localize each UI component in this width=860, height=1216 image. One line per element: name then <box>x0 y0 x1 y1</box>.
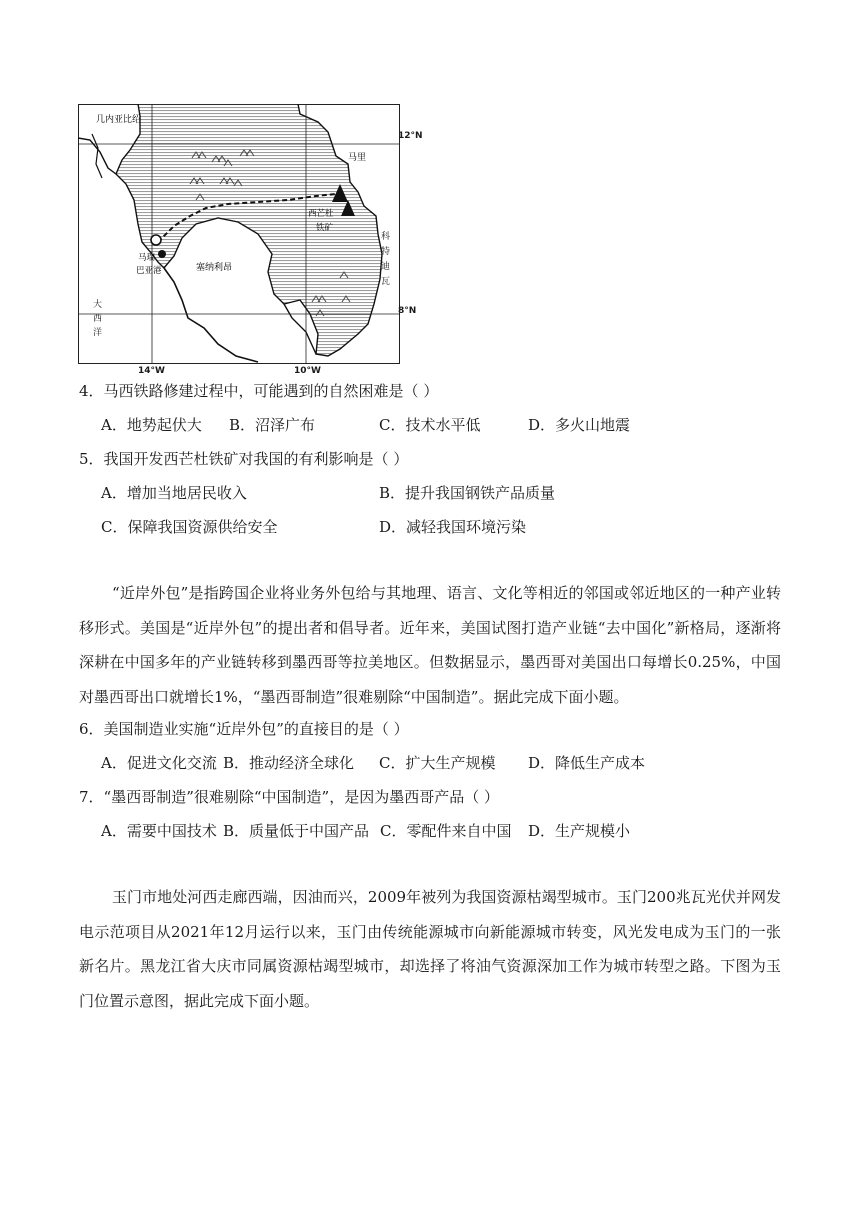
q4-option-c: C．技术水平低 <box>379 416 481 434</box>
q7-option-b: B．质量低于中国产品 <box>223 822 370 840</box>
label-lat-8n: 8°N <box>398 306 417 316</box>
label-lon-14w: 14°W <box>138 366 165 376</box>
map-svg <box>78 104 400 364</box>
port-dot <box>158 250 166 258</box>
q4-option-d: D．多火山地震 <box>528 416 631 434</box>
q4-option-b: B．沼泽广布 <box>229 416 316 434</box>
label-port-2: 巴亚港 <box>136 266 162 276</box>
q6-option-b: B．推动经济全球化 <box>223 754 355 772</box>
passage-yumen: 玉门市地处河西走廊西端，因油而兴，2009年被列为我国资源枯竭型城市。玉门200兆瓦光伏并网发电示范项目从2021年12月运行以来，玉门由传统能源城市向新能源城市转变，风光发电成为玉门的一张新名片。黑龙江省大庆市同属资源枯竭型城市，却选择了将油气资源深加工作为城市转型之路。下图为玉门位置示意图，据此完成下面小题。 <box>79 888 781 1010</box>
port-marker <box>151 235 161 245</box>
label-cote-divoire: 科 特 迪 瓦 <box>381 232 391 287</box>
q4-option-a: A．地势起伏大 <box>101 416 202 434</box>
label-atlantic: 大 西 洋 <box>93 300 103 338</box>
label-sierra-leone: 塞纳利昂 <box>196 263 233 273</box>
label-guinea-bissau: 几内亚比绍 <box>96 115 142 125</box>
q7-option-a: A．需要中国技术 <box>101 822 217 840</box>
label-port: 马瑞 <box>138 253 156 263</box>
map-figure <box>78 104 400 364</box>
q7-option-d: D．生产规模小 <box>528 822 631 840</box>
label-lon-10w: 10°W <box>294 366 321 376</box>
question-6-stem: 6．美国制造业实施“近岸外包”的直接目的是（ ） <box>79 720 409 738</box>
q7-option-c: C．零配件来自中国 <box>380 822 512 840</box>
question-7-stem: 7．“墨西哥制造”很难剔除“中国制造”，是因为墨西哥产品（ ） <box>79 788 499 806</box>
label-iron-mine: 铁矿 <box>316 223 334 233</box>
label-lat-12n: 12°N <box>398 131 423 141</box>
label-simandou: 西芒杜 <box>308 209 334 219</box>
q6-option-a: A．促进文化交流 <box>101 754 217 772</box>
q6-option-c: C．扩大生产规模 <box>379 754 496 772</box>
q5-option-c: C．保障我国资源供给安全 <box>101 518 278 536</box>
passage-nearshoring: “近岸外包”是指跨国企业将业务外包给与其地理、语言、文化等相近的邻国或邻近地区的一种产业转移形式。美国是“近岸外包”的提出者和倡导者。近年来，美国试图打造产业链“去中国化”新格局，逐渐将深耕在中国多年的产业链转移到墨西哥等拉美地区。但数据显示，墨西哥对美国出口每增长0.25%，中国对墨西哥出口就增长1%，“墨西哥制造”很难剔除“中国制造”。据此完成下面小题。 <box>79 584 781 706</box>
q6-option-d: D．降低生产成本 <box>528 754 646 772</box>
q5-option-b: B．提升我国钢铁产品质量 <box>379 484 556 502</box>
label-mali: 马里 <box>348 153 367 163</box>
q5-option-d: D．减轻我国环境污染 <box>379 518 527 536</box>
question-5-stem: 5．我国开发西芒杜铁矿对我国的有利影响是（ ） <box>79 450 409 468</box>
q5-option-a: A．增加当地居民收入 <box>101 484 247 502</box>
question-4-stem: 4．马西铁路修建过程中，可能遇到的自然困难是（ ） <box>79 382 439 400</box>
